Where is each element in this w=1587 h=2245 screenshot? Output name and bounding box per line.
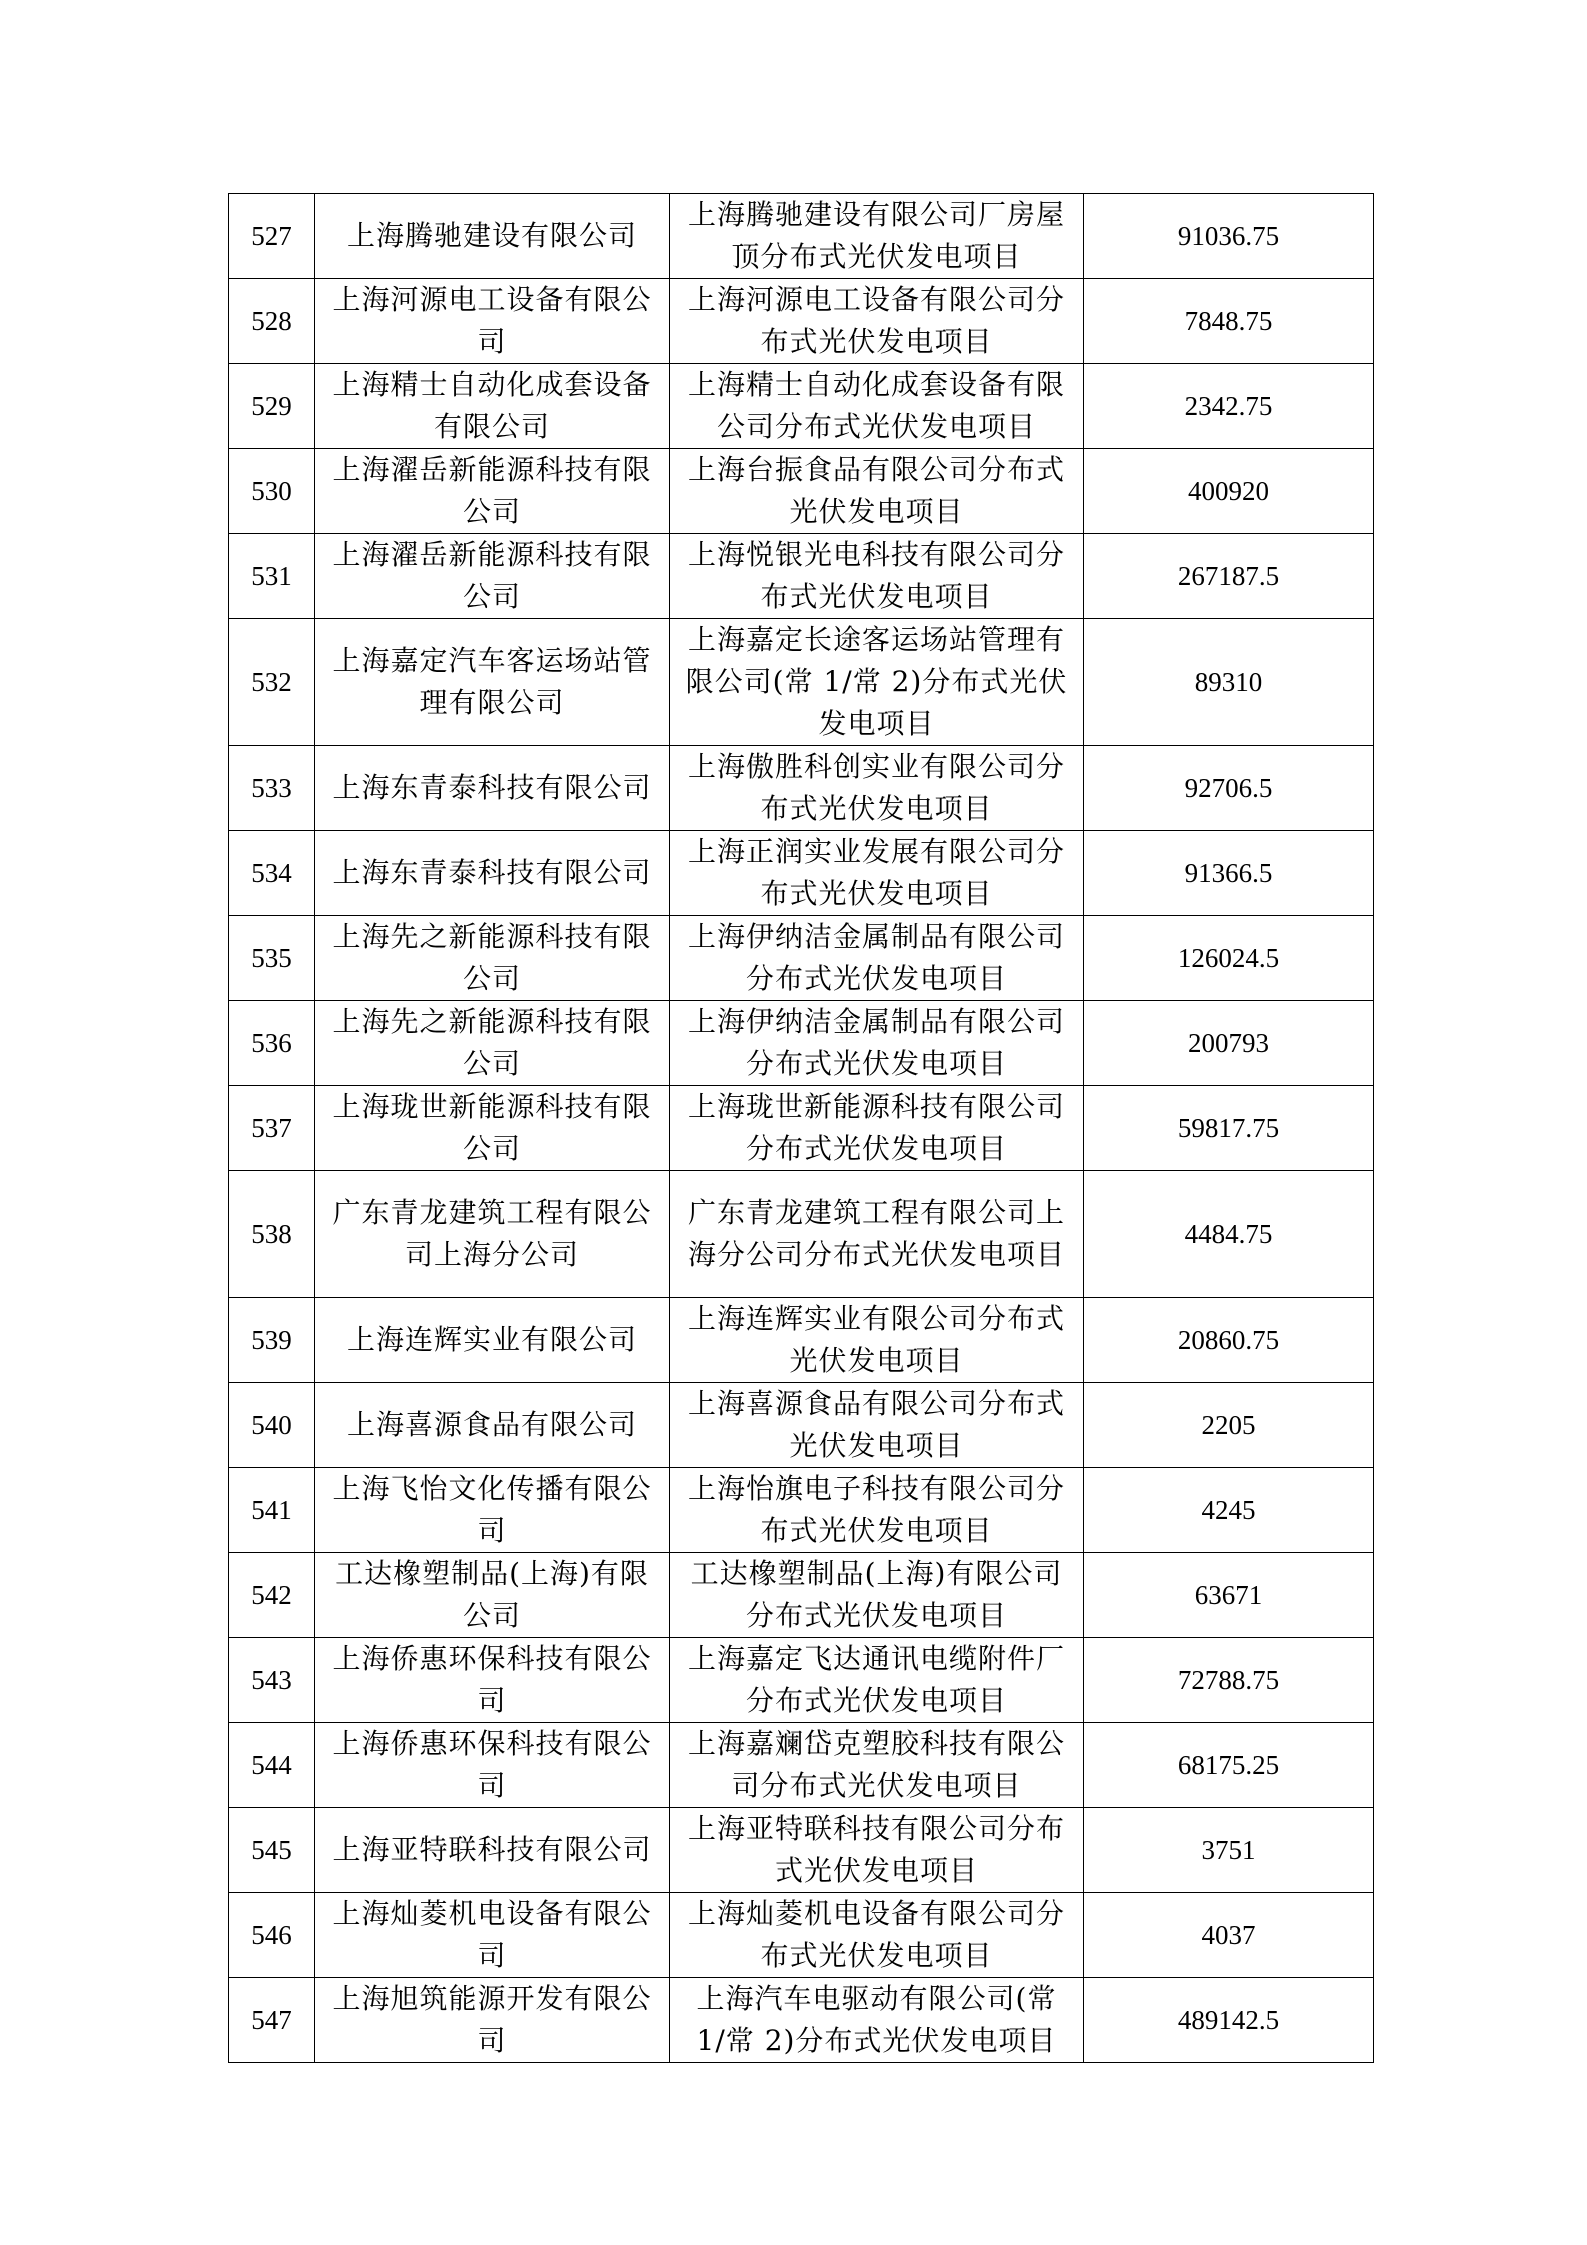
project-name: 上海台振食品有限公司分布式光伏发电项目	[670, 449, 1084, 534]
table-row	[229, 1298, 1374, 1383]
row-number: 528	[229, 279, 315, 364]
project-name: 上海喜源食品有限公司分布式光伏发电项目	[670, 1383, 1084, 1468]
project-name: 上海灿菱机电设备有限公司分布式光伏发电项目	[670, 1893, 1084, 1978]
company-name: 上海侨惠环保科技有限公司	[315, 1638, 670, 1723]
row-number: 545	[229, 1808, 315, 1893]
project-name: 上海连辉实业有限公司分布式光伏发电项目	[670, 1298, 1084, 1383]
amount-value: 267187.5	[1084, 534, 1374, 619]
amount-value: 91036.75	[1084, 194, 1374, 279]
company-name: 广东青龙建筑工程有限公司上海分公司	[315, 1171, 670, 1298]
amount-value: 91366.5	[1084, 831, 1374, 916]
company-name: 上海东青泰科技有限公司	[315, 831, 670, 916]
table-body	[229, 194, 1374, 2063]
company-name: 上海先之新能源科技有限公司	[315, 1001, 670, 1086]
table-row	[229, 449, 1374, 534]
amount-value: 4484.75	[1084, 1171, 1374, 1298]
amount-value: 2342.75	[1084, 364, 1374, 449]
company-name: 上海亚特联科技有限公司	[315, 1808, 670, 1893]
project-table	[228, 193, 1374, 2063]
table-row	[229, 364, 1374, 449]
project-name: 上海河源电工设备有限公司分布式光伏发电项目	[670, 279, 1084, 364]
amount-value: 20860.75	[1084, 1298, 1374, 1383]
row-number: 546	[229, 1893, 315, 1978]
project-name: 上海怡旗电子科技有限公司分布式光伏发电项目	[670, 1468, 1084, 1553]
row-number: 540	[229, 1383, 315, 1468]
amount-value: 3751	[1084, 1808, 1374, 1893]
project-name: 上海腾驰建设有限公司厂房屋顶分布式光伏发电项目	[670, 194, 1084, 279]
amount-value: 4245	[1084, 1468, 1374, 1553]
project-name: 上海伊纳洁金属制品有限公司分布式光伏发电项目	[670, 916, 1084, 1001]
company-name: 上海精士自动化成套设备有限公司	[315, 364, 670, 449]
row-number: 547	[229, 1978, 315, 2063]
project-name: 上海汽车电驱动有限公司(常 1/常 2)分布式光伏发电项目	[670, 1978, 1084, 2063]
row-number: 531	[229, 534, 315, 619]
amount-value: 59817.75	[1084, 1086, 1374, 1171]
row-number: 538	[229, 1171, 315, 1298]
company-name: 上海珑世新能源科技有限公司	[315, 1086, 670, 1171]
amount-value: 72788.75	[1084, 1638, 1374, 1723]
row-number: 539	[229, 1298, 315, 1383]
table-row	[229, 746, 1374, 831]
row-number: 544	[229, 1723, 315, 1808]
project-name: 上海傲胜科创实业有限公司分布式光伏发电项目	[670, 746, 1084, 831]
project-name: 上海精士自动化成套设备有限公司分布式光伏发电项目	[670, 364, 1084, 449]
table-row	[229, 1978, 1374, 2063]
company-name: 上海先之新能源科技有限公司	[315, 916, 670, 1001]
table-row	[229, 619, 1374, 746]
project-name: 上海嘉定长途客运场站管理有限公司(常 1/常 2)分布式光伏发电项目	[670, 619, 1084, 746]
table-row	[229, 1383, 1374, 1468]
table-row	[229, 194, 1374, 279]
amount-value: 400920	[1084, 449, 1374, 534]
project-name: 上海嘉定飞达通讯电缆附件厂分布式光伏发电项目	[670, 1638, 1084, 1723]
table-row	[229, 831, 1374, 916]
table-row	[229, 1808, 1374, 1893]
table-row	[229, 1086, 1374, 1171]
amount-value: 200793	[1084, 1001, 1374, 1086]
table-row	[229, 534, 1374, 619]
company-name: 上海濯岳新能源科技有限公司	[315, 534, 670, 619]
table-row	[229, 1638, 1374, 1723]
amount-value: 7848.75	[1084, 279, 1374, 364]
row-number: 537	[229, 1086, 315, 1171]
project-name: 上海悦银光电科技有限公司分布式光伏发电项目	[670, 534, 1084, 619]
row-number: 543	[229, 1638, 315, 1723]
row-number: 529	[229, 364, 315, 449]
company-name: 上海嘉定汽车客运场站管理有限公司	[315, 619, 670, 746]
company-name: 上海河源电工设备有限公司	[315, 279, 670, 364]
table-row	[229, 1468, 1374, 1553]
project-name: 上海亚特联科技有限公司分布式光伏发电项目	[670, 1808, 1084, 1893]
row-number: 541	[229, 1468, 315, 1553]
row-number: 542	[229, 1553, 315, 1638]
table-row	[229, 1171, 1374, 1298]
company-name: 工达橡塑制品(上海)有限公司	[315, 1553, 670, 1638]
table-row	[229, 279, 1374, 364]
amount-value: 89310	[1084, 619, 1374, 746]
amount-value: 68175.25	[1084, 1723, 1374, 1808]
row-number: 527	[229, 194, 315, 279]
company-name: 上海东青泰科技有限公司	[315, 746, 670, 831]
amount-value: 63671	[1084, 1553, 1374, 1638]
project-name: 工达橡塑制品(上海)有限公司分布式光伏发电项目	[670, 1553, 1084, 1638]
amount-value: 126024.5	[1084, 916, 1374, 1001]
amount-value: 92706.5	[1084, 746, 1374, 831]
table-row	[229, 1553, 1374, 1638]
row-number: 535	[229, 916, 315, 1001]
project-name: 上海正润实业发展有限公司分布式光伏发电项目	[670, 831, 1084, 916]
table-row	[229, 1893, 1374, 1978]
table-row	[229, 1001, 1374, 1086]
company-name: 上海侨惠环保科技有限公司	[315, 1723, 670, 1808]
amount-value: 4037	[1084, 1893, 1374, 1978]
row-number: 532	[229, 619, 315, 746]
row-number: 534	[229, 831, 315, 916]
company-name: 上海旭筑能源开发有限公司	[315, 1978, 670, 2063]
project-name: 广东青龙建筑工程有限公司上海分公司分布式光伏发电项目	[670, 1171, 1084, 1298]
project-name: 上海伊纳洁金属制品有限公司分布式光伏发电项目	[670, 1001, 1084, 1086]
amount-value: 489142.5	[1084, 1978, 1374, 2063]
company-name: 上海腾驰建设有限公司	[315, 194, 670, 279]
row-number: 533	[229, 746, 315, 831]
project-name: 上海珑世新能源科技有限公司分布式光伏发电项目	[670, 1086, 1084, 1171]
project-name: 上海嘉斓岱克塑胶科技有限公司分布式光伏发电项目	[670, 1723, 1084, 1808]
company-name: 上海飞怡文化传播有限公司	[315, 1468, 670, 1553]
company-name: 上海濯岳新能源科技有限公司	[315, 449, 670, 534]
row-number: 530	[229, 449, 315, 534]
row-number: 536	[229, 1001, 315, 1086]
company-name: 上海喜源食品有限公司	[315, 1383, 670, 1468]
company-name: 上海灿菱机电设备有限公司	[315, 1893, 670, 1978]
amount-value: 2205	[1084, 1383, 1374, 1468]
company-name: 上海连辉实业有限公司	[315, 1298, 670, 1383]
table-row	[229, 1723, 1374, 1808]
table-row	[229, 916, 1374, 1001]
